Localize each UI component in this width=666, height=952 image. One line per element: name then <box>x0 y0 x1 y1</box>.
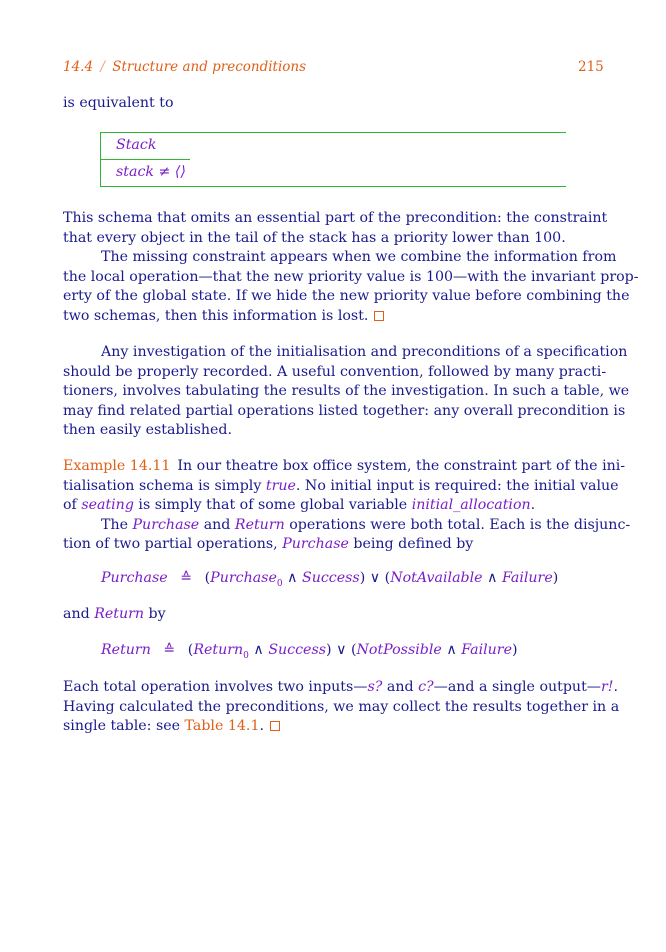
paren: ( <box>187 642 194 658</box>
def-term: Failure <box>461 642 512 658</box>
example-text: In our theatre box office system, the constraint part of the ini- <box>177 458 626 474</box>
identifier-return: Return <box>234 516 285 533</box>
example-text: The <box>101 516 133 533</box>
section-title: Structure and preconditions <box>112 59 307 75</box>
paragraph-line <box>63 535 604 555</box>
and-return-text <box>63 606 166 622</box>
schema-name: Stack <box>116 137 157 153</box>
final-paragraph <box>63 678 620 737</box>
identifier-true: true <box>265 477 296 494</box>
paragraph-line <box>63 496 604 516</box>
subscript: 0 <box>243 650 249 661</box>
paragraph-1 <box>63 209 608 248</box>
paragraph-line: may find related partial operations listed together: any overall precondition is <box>63 402 626 419</box>
paragraph-line: erty of the global state. If we hide the new priority value before combining the <box>63 288 630 305</box>
def-term: Return <box>193 642 244 658</box>
paragraph-line: This schema that omits an essential part of the precondition: the constraint <box>63 210 608 226</box>
paragraph-3 <box>63 343 630 441</box>
paren: ( <box>204 570 211 586</box>
paragraph-line: Having calculated the preconditions, we may collect the results together in a <box>63 698 620 715</box>
paragraph-line <box>63 717 604 737</box>
identifier-initial-allocation: initial_allocation <box>411 497 531 514</box>
and-symbol: ∧ <box>253 642 264 658</box>
page-number: 215 <box>578 59 604 75</box>
identifier-c: c? <box>418 679 434 695</box>
def-term: Purchase <box>210 570 277 586</box>
schema-divider <box>100 159 190 160</box>
identifier-seating: seating <box>81 497 134 514</box>
def-name: Purchase <box>101 570 168 586</box>
paren: ) <box>552 570 559 586</box>
paragraph-line <box>63 477 619 497</box>
example-text: operations were both total. Each is the disjunc- <box>284 516 631 533</box>
qed-icon <box>270 721 280 731</box>
or-symbol: ) ∨ ( <box>359 570 391 586</box>
def-term: NotAvailable <box>390 570 483 586</box>
table-reference-link[interactable]: Table 14.1 <box>184 718 260 735</box>
example-text: tion of two partial operations, <box>63 536 283 553</box>
text: by <box>144 606 166 622</box>
text: . <box>613 679 618 695</box>
paragraph-line <box>63 307 604 327</box>
section-number: 14.4 <box>63 59 94 75</box>
intro-text: is equivalent to <box>63 95 174 111</box>
example-text: of <box>63 497 82 514</box>
paragraph-line <box>63 678 618 698</box>
def-term: Success <box>302 570 360 586</box>
definition-purchase <box>101 570 558 589</box>
subscript: 0 <box>276 578 283 589</box>
identifier-return: Return <box>94 606 145 622</box>
def-symbol: ≙ <box>163 642 176 658</box>
def-name: Return <box>101 642 151 658</box>
paragraph-line: Any investigation of the initialisation and preconditions of a specification <box>101 344 628 360</box>
identifier-purchase: Purchase <box>132 516 200 533</box>
qed-icon <box>374 311 384 321</box>
text: —and a single output— <box>433 679 601 695</box>
def-symbol: ≙ <box>180 570 193 586</box>
paragraph-line: The missing constraint appears when we combine the information from <box>101 249 617 265</box>
and-symbol: ∧ <box>487 570 498 586</box>
paragraph-line <box>63 516 631 536</box>
text: single table: see <box>63 718 185 735</box>
example-text: being defined by <box>348 536 474 553</box>
paragraph-2 <box>63 248 639 326</box>
def-term: Success <box>268 642 327 658</box>
and-symbol: ∧ <box>446 642 457 658</box>
identifier-purchase: Purchase <box>282 536 349 553</box>
paragraph-line-text: two schemas, then this information is lost. <box>63 307 369 324</box>
text: and <box>63 606 95 622</box>
schema-predicate: stack ≠ ⟨⟩ <box>116 164 186 180</box>
paragraph-line: that every object in the tail of the stack has a priority lower than 100. <box>63 229 566 246</box>
schema-bottom-rule <box>100 186 566 187</box>
paragraph-line: the local operation—that the new priority value is 100—with the invariant prop- <box>63 268 639 285</box>
and-symbol: ∧ <box>287 570 298 586</box>
schema-top-rule <box>100 132 566 133</box>
definition-return <box>101 642 518 661</box>
def-term: NotPossible <box>356 642 442 658</box>
paragraph-line <box>63 457 626 477</box>
example-block <box>63 457 631 555</box>
example-text: . No initial input is required: the initial value <box>295 477 619 494</box>
text: . <box>259 718 264 735</box>
paren: ) <box>511 642 518 658</box>
identifier-r: r! <box>600 679 614 695</box>
text: Each total operation involves two inputs— <box>63 679 368 695</box>
or-symbol: ) ∨ ( <box>326 642 357 658</box>
example-text: and <box>199 516 235 533</box>
paragraph-line: tioners, involves tabulating the results of the investigation. In such a table, we <box>63 383 630 400</box>
identifier-s: s? <box>367 679 383 695</box>
example-text: is simply that of some global variable <box>133 497 412 514</box>
text: and <box>382 679 419 695</box>
example-text: . <box>530 497 536 514</box>
paragraph-line: should be properly recorded. A useful convention, followed by many practi- <box>63 363 607 380</box>
paragraph-line: then easily established. <box>63 422 233 439</box>
example-label: Example 14.11 <box>63 458 171 474</box>
header-separator: / <box>100 59 105 75</box>
example-text: tialisation schema is simply <box>63 477 266 494</box>
def-term: Failure <box>501 570 553 586</box>
running-header <box>63 59 306 75</box>
